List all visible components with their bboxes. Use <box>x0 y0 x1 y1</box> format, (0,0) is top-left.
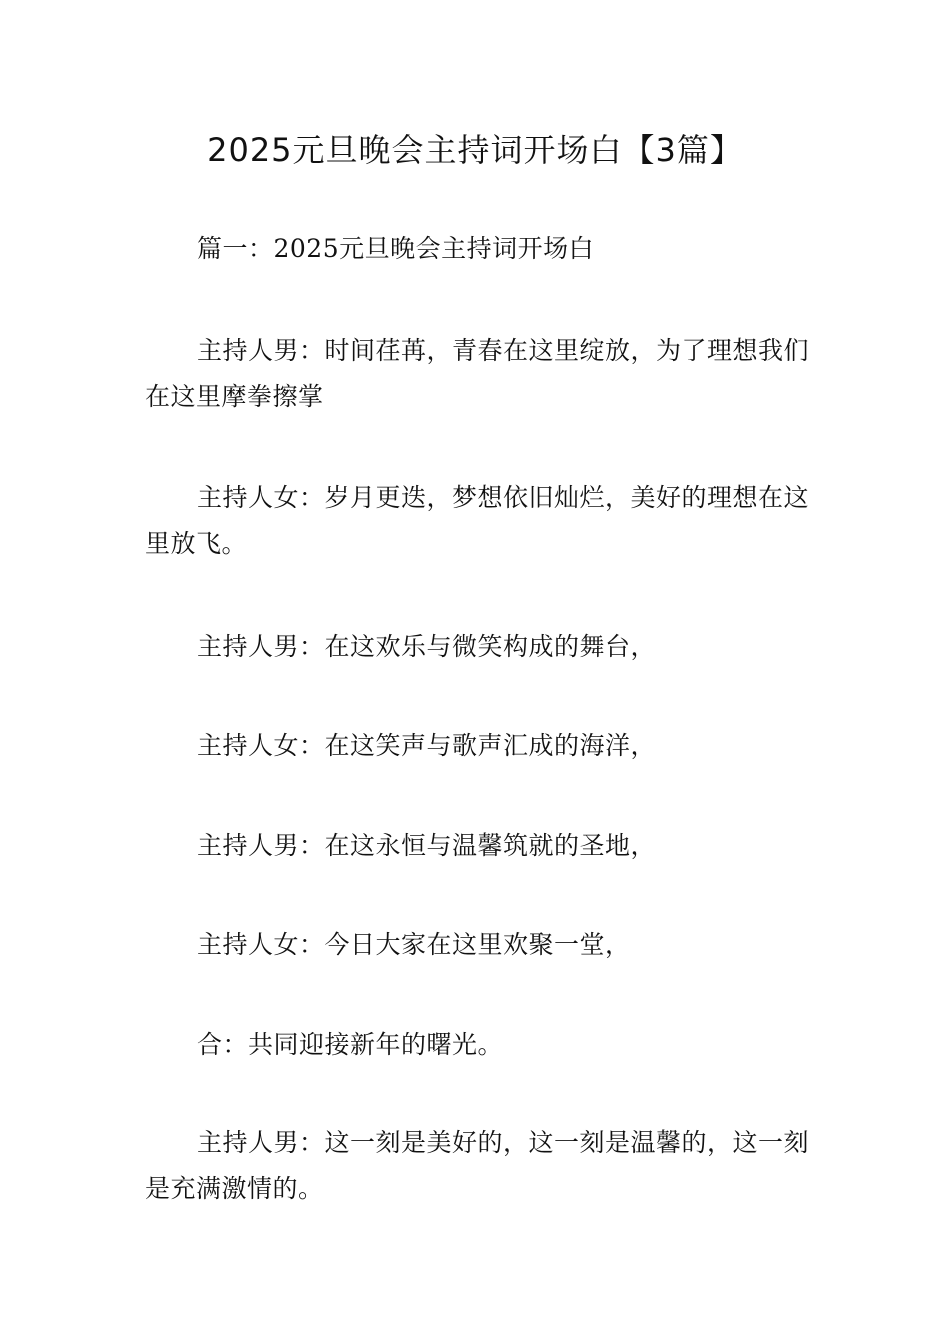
paragraph: 主持人女：岁月更迭，梦想依旧灿烂，美好的理想在这里放飞。 <box>145 483 810 558</box>
paragraph: 主持人男：在这欢乐与微笑构成的舞台， <box>197 632 657 661</box>
paragraph: 主持人男：时间荏苒，青春在这里绽放，为了理想我们在这里摩拳擦掌 <box>145 336 810 411</box>
paragraph: 合：共同迎接新年的曙光。 <box>197 1030 504 1059</box>
paragraph: 主持人女：今日大家在这里欢聚一堂， <box>197 930 631 959</box>
paragraph: 主持人女：在这笑声与歌声汇成的海洋， <box>197 731 657 760</box>
paragraph: 主持人男：在这永恒与温馨筑就的圣地， <box>197 831 657 860</box>
section-heading: 篇一：2025元旦晚会主持词开场白 <box>197 234 595 263</box>
document-title: 2025元旦晚会主持词开场白【3篇】 <box>207 131 743 169</box>
paragraph: 主持人男：这一刻是美好的，这一刻是温馨的，这一刻是充满激情的。 <box>145 1128 810 1203</box>
